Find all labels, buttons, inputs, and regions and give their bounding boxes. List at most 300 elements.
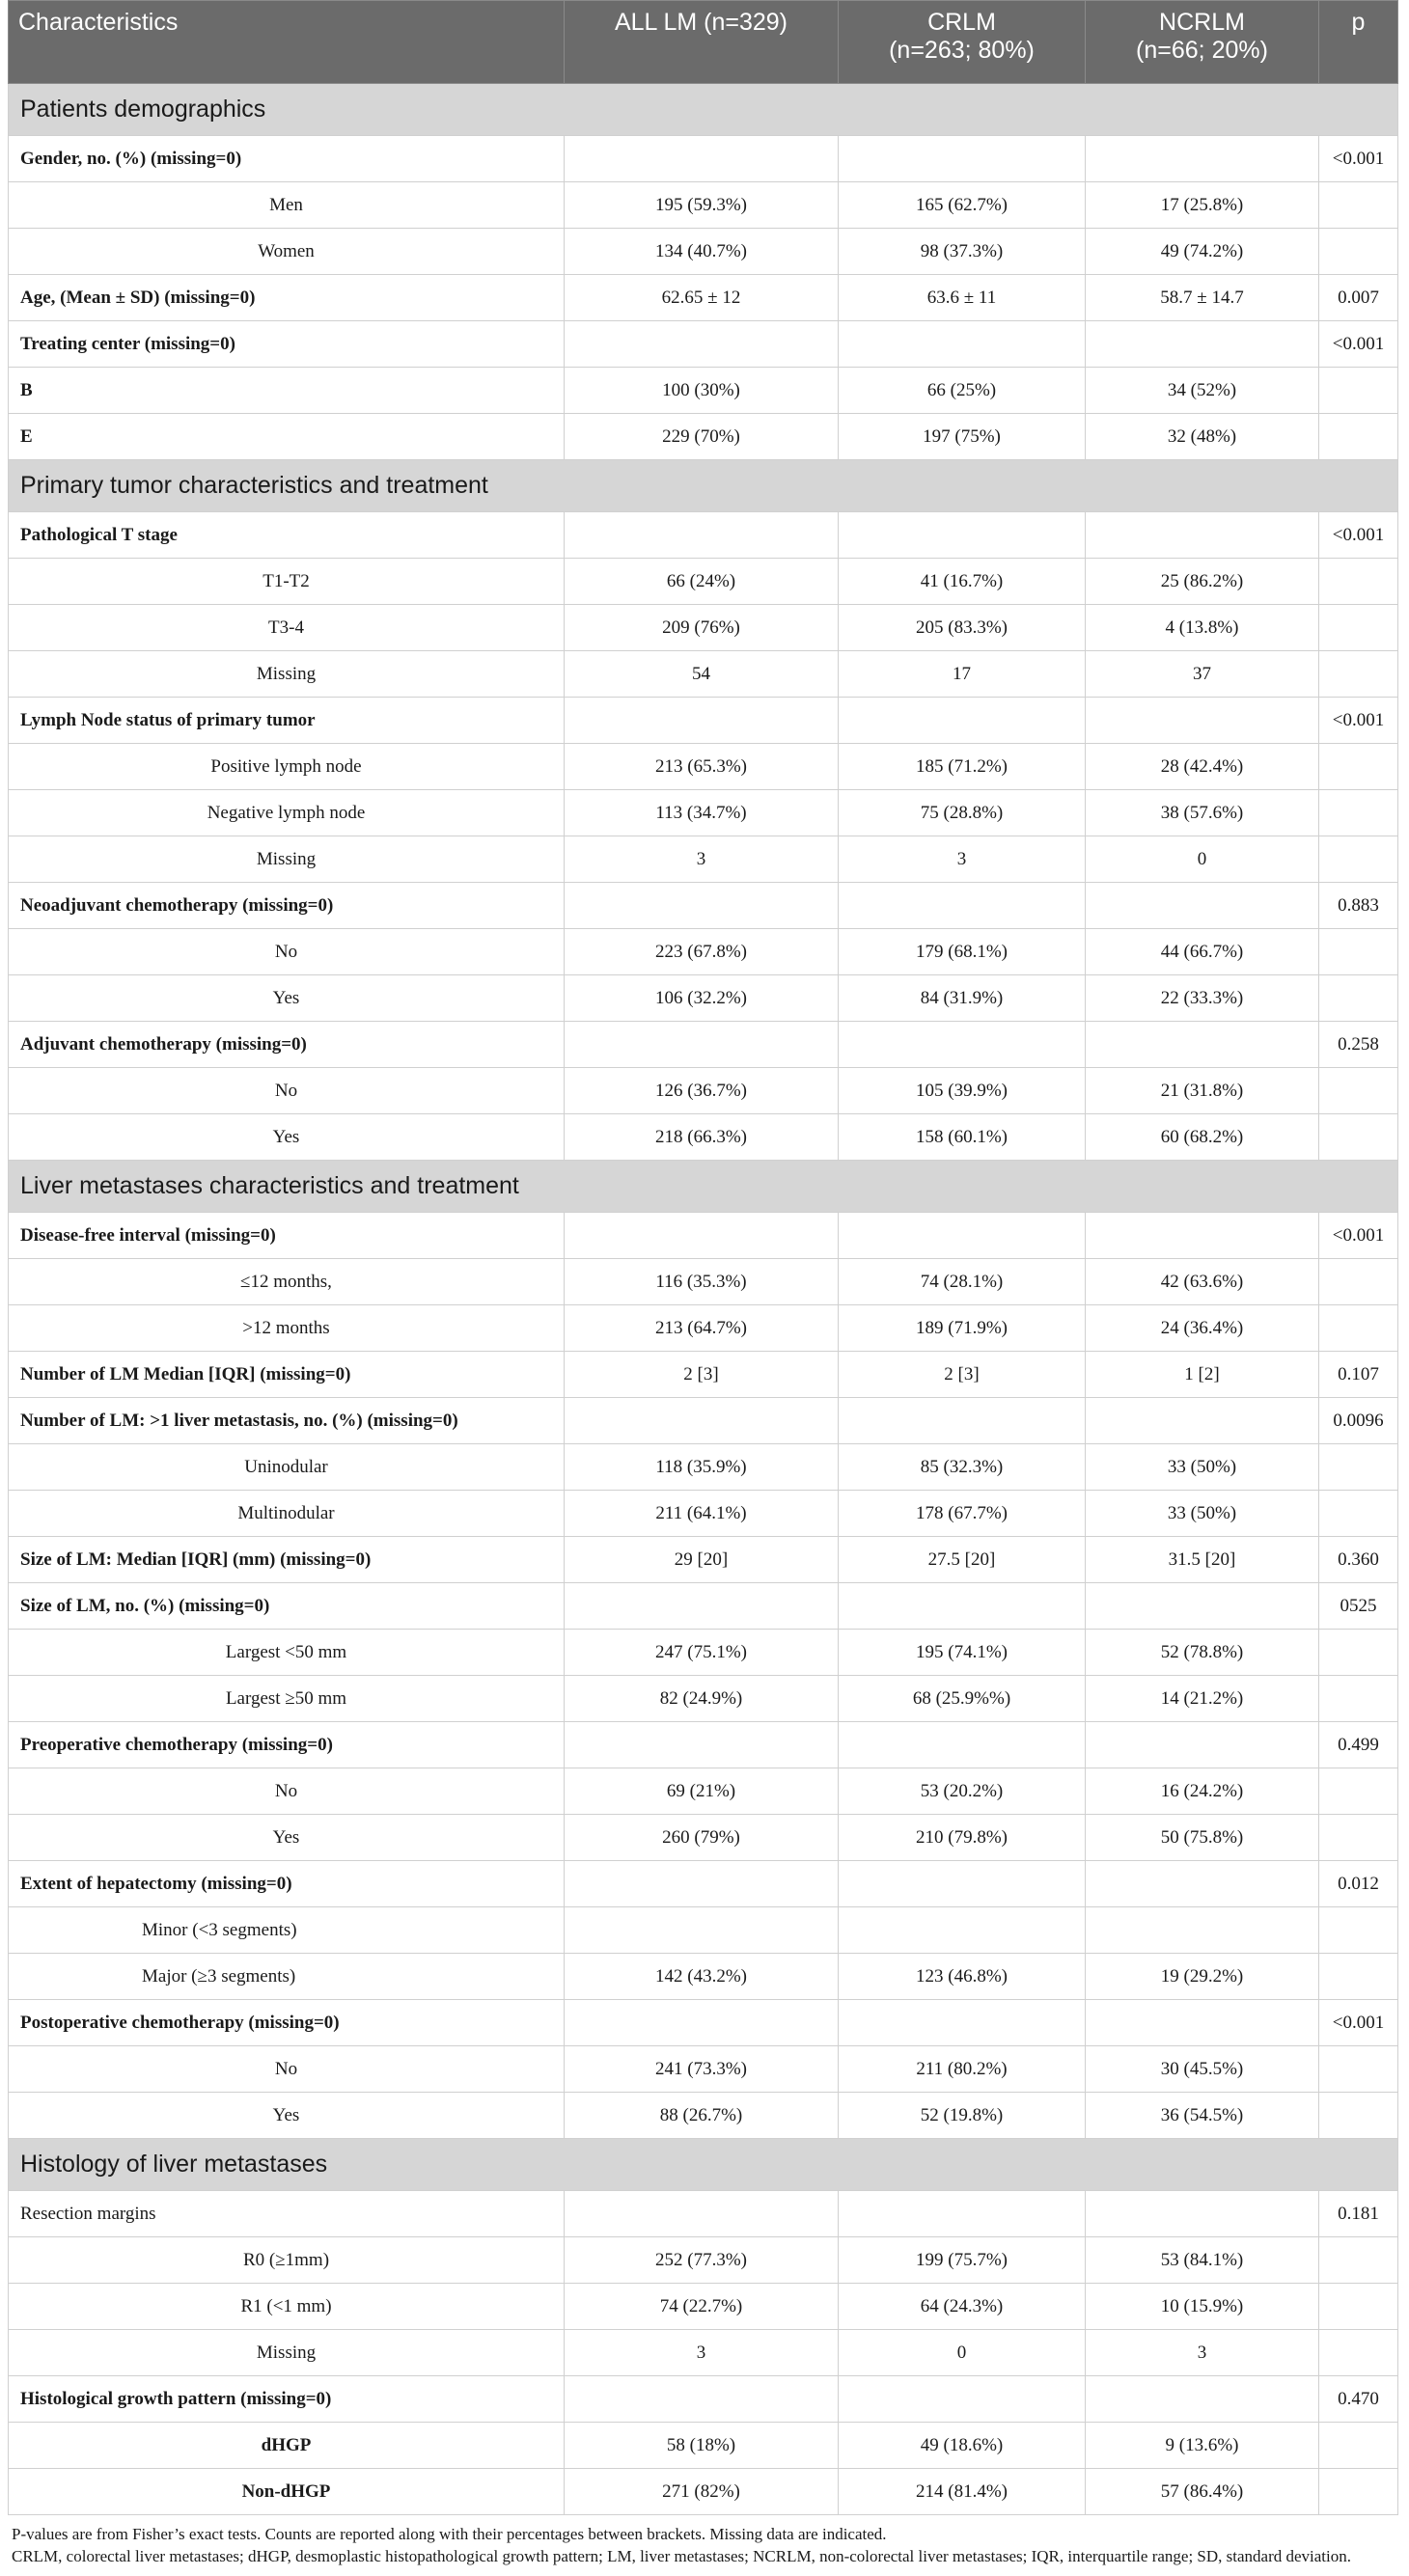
cell-crlm xyxy=(839,1583,1086,1630)
cell-p-value xyxy=(1319,744,1398,790)
row-label: Negative lymph node xyxy=(9,790,565,836)
cell-p-value xyxy=(1319,1068,1398,1114)
table-row xyxy=(9,321,1398,368)
cell-p-value xyxy=(1319,1444,1398,1491)
row-label: Yes xyxy=(9,1114,565,1161)
cell-all-lm: 247 (75.1%) xyxy=(565,1630,839,1676)
cell-crlm: 210 (79.8%) xyxy=(839,1815,1086,1861)
table-row xyxy=(9,1768,1398,1815)
table-row xyxy=(9,605,1398,651)
cell-crlm: 85 (32.3%) xyxy=(839,1444,1086,1491)
cell-p-value xyxy=(1319,605,1398,651)
cell-p-value xyxy=(1319,559,1398,605)
cell-p-value xyxy=(1319,2423,1398,2469)
table-row xyxy=(9,1676,1398,1722)
cell-p-value xyxy=(1319,929,1398,975)
table-row xyxy=(9,2046,1398,2093)
row-label: Yes xyxy=(9,2093,565,2139)
cell-crlm xyxy=(839,883,1086,929)
cell-all-lm: 106 (32.2%) xyxy=(565,975,839,1022)
cell-crlm xyxy=(839,698,1086,744)
row-label: Women xyxy=(9,229,565,275)
cell-crlm xyxy=(839,1213,1086,1259)
cell-crlm: 158 (60.1%) xyxy=(839,1114,1086,1161)
cell-ncrlm xyxy=(1086,1583,1319,1630)
cell-p-value xyxy=(1319,975,1398,1022)
cell-ncrlm: 3 xyxy=(1086,2330,1319,2376)
cell-all-lm: 252 (77.3%) xyxy=(565,2237,839,2284)
table-row xyxy=(9,368,1398,414)
cell-ncrlm: 22 (33.3%) xyxy=(1086,975,1319,1022)
cell-all-lm xyxy=(565,1722,839,1768)
row-label: Positive lymph node xyxy=(9,744,565,790)
table-row xyxy=(9,2423,1398,2469)
section-row xyxy=(9,460,1398,512)
table-row xyxy=(9,1630,1398,1676)
cell-all-lm: 142 (43.2%) xyxy=(565,1954,839,2000)
table-row xyxy=(9,2237,1398,2284)
cell-crlm: 27.5 [20] xyxy=(839,1537,1086,1583)
cell-p-value: 0.258 xyxy=(1319,1022,1398,1068)
table-row xyxy=(9,1907,1398,1954)
cell-crlm: 17 xyxy=(839,651,1086,698)
cell-all-lm xyxy=(565,1907,839,1954)
cell-crlm xyxy=(839,1022,1086,1068)
cell-all-lm: 62.65 ± 12 xyxy=(565,275,839,321)
row-label: Resection margins xyxy=(9,2191,565,2237)
cell-ncrlm: 9 (13.6%) xyxy=(1086,2423,1319,2469)
table-row xyxy=(9,2376,1398,2423)
row-label: Multinodular xyxy=(9,1491,565,1537)
cell-ncrlm: 57 (86.4%) xyxy=(1086,2469,1319,2515)
cell-crlm: 64 (24.3%) xyxy=(839,2284,1086,2330)
table-row xyxy=(9,512,1398,559)
cell-all-lm: 195 (59.3%) xyxy=(565,182,839,229)
table-row xyxy=(9,744,1398,790)
row-label: Uninodular xyxy=(9,1444,565,1491)
cell-crlm: 0 xyxy=(839,2330,1086,2376)
cell-ncrlm: 32 (48%) xyxy=(1086,414,1319,460)
row-label: Histological growth pattern (missing=0) xyxy=(9,2376,565,2423)
cell-all-lm: 3 xyxy=(565,2330,839,2376)
footnote-abbreviations: CRLM, colorectal liver metastases; dHGP, desmoplastic histopathological growth pattern; LM, liver metastases; NCRLM, non-colorectal liver metastases; IQR, interquartile range; SD, standard deviation. xyxy=(12,2547,1352,2565)
table-row xyxy=(9,883,1398,929)
header-characteristics: Characteristics xyxy=(9,1,565,84)
cell-ncrlm: 31.5 [20] xyxy=(1086,1537,1319,1583)
cell-ncrlm xyxy=(1086,2000,1319,2046)
table-row xyxy=(9,790,1398,836)
table-row xyxy=(9,1861,1398,1907)
row-label: Major (≥3 segments) xyxy=(9,1954,565,2000)
cell-ncrlm xyxy=(1086,321,1319,368)
table-row xyxy=(9,2284,1398,2330)
cell-all-lm: 3 xyxy=(565,836,839,883)
row-label: Lymph Node status of primary tumor xyxy=(9,698,565,744)
table-row xyxy=(9,2330,1398,2376)
table-row xyxy=(9,698,1398,744)
cell-ncrlm: 17 (25.8%) xyxy=(1086,182,1319,229)
table-row xyxy=(9,1491,1398,1537)
row-label: Size of LM, no. (%) (missing=0) xyxy=(9,1583,565,1630)
row-label: Adjuvant chemotherapy (missing=0) xyxy=(9,1022,565,1068)
cell-p-value xyxy=(1319,1676,1398,1722)
cell-ncrlm: 24 (36.4%) xyxy=(1086,1305,1319,1352)
cell-crlm: 205 (83.3%) xyxy=(839,605,1086,651)
cell-all-lm: 118 (35.9%) xyxy=(565,1444,839,1491)
cell-crlm: 185 (71.2%) xyxy=(839,744,1086,790)
cell-all-lm: 100 (30%) xyxy=(565,368,839,414)
characteristics-table xyxy=(8,0,1398,2515)
cell-p-value: 0.107 xyxy=(1319,1352,1398,1398)
cell-ncrlm: 58.7 ± 14.7 xyxy=(1086,275,1319,321)
cell-ncrlm xyxy=(1086,1722,1319,1768)
cell-ncrlm: 33 (50%) xyxy=(1086,1491,1319,1537)
cell-ncrlm xyxy=(1086,136,1319,182)
cell-crlm: 179 (68.1%) xyxy=(839,929,1086,975)
cell-crlm: 211 (80.2%) xyxy=(839,2046,1086,2093)
cell-ncrlm: 33 (50%) xyxy=(1086,1444,1319,1491)
cell-p-value xyxy=(1319,1114,1398,1161)
table-row xyxy=(9,275,1398,321)
cell-crlm: 84 (31.9%) xyxy=(839,975,1086,1022)
cell-ncrlm: 38 (57.6%) xyxy=(1086,790,1319,836)
row-label: Size of LM: Median [IQR] (mm) (missing=0) xyxy=(9,1537,565,1583)
cell-p-value xyxy=(1319,2284,1398,2330)
table-row xyxy=(9,1954,1398,2000)
cell-all-lm: 66 (24%) xyxy=(565,559,839,605)
row-label: B xyxy=(9,368,565,414)
section-label: Primary tumor characteristics and treatment xyxy=(9,460,1398,512)
cell-all-lm: 211 (64.1%) xyxy=(565,1491,839,1537)
cell-all-lm xyxy=(565,1583,839,1630)
cell-all-lm: 134 (40.7%) xyxy=(565,229,839,275)
row-label: Number of LM Median [IQR] (missing=0) xyxy=(9,1352,565,1398)
cell-crlm: 3 xyxy=(839,836,1086,883)
cell-crlm: 53 (20.2%) xyxy=(839,1768,1086,1815)
row-label: Non-dHGP xyxy=(9,2469,565,2515)
cell-crlm: 105 (39.9%) xyxy=(839,1068,1086,1114)
cell-p-value xyxy=(1319,790,1398,836)
cell-all-lm xyxy=(565,136,839,182)
table-row xyxy=(9,136,1398,182)
cell-ncrlm: 50 (75.8%) xyxy=(1086,1815,1319,1861)
cell-p-value xyxy=(1319,1259,1398,1305)
cell-ncrlm xyxy=(1086,2376,1319,2423)
row-label: Missing xyxy=(9,2330,565,2376)
table-row xyxy=(9,2191,1398,2237)
table-row xyxy=(9,414,1398,460)
cell-ncrlm: 36 (54.5%) xyxy=(1086,2093,1319,2139)
cell-all-lm: 229 (70%) xyxy=(565,414,839,460)
row-label: No xyxy=(9,2046,565,2093)
cell-p-value: 0.470 xyxy=(1319,2376,1398,2423)
cell-all-lm: 113 (34.7%) xyxy=(565,790,839,836)
cell-all-lm: 116 (35.3%) xyxy=(565,1259,839,1305)
table-row xyxy=(9,836,1398,883)
cell-ncrlm xyxy=(1086,698,1319,744)
cell-ncrlm: 52 (78.8%) xyxy=(1086,1630,1319,1676)
cell-crlm xyxy=(839,2376,1086,2423)
cell-ncrlm: 44 (66.7%) xyxy=(1086,929,1319,975)
table-row xyxy=(9,1305,1398,1352)
row-label: Missing xyxy=(9,651,565,698)
cell-all-lm xyxy=(565,512,839,559)
row-label: T1-T2 xyxy=(9,559,565,605)
cell-ncrlm xyxy=(1086,1213,1319,1259)
cell-ncrlm: 37 xyxy=(1086,651,1319,698)
cell-p-value xyxy=(1319,2330,1398,2376)
cell-p-value xyxy=(1319,2046,1398,2093)
cell-p-value xyxy=(1319,229,1398,275)
cell-p-value xyxy=(1319,1768,1398,1815)
table-row xyxy=(9,929,1398,975)
table-row xyxy=(9,1022,1398,1068)
row-label: Largest ≥50 mm xyxy=(9,1676,565,1722)
cell-crlm: 75 (28.8%) xyxy=(839,790,1086,836)
cell-crlm: 199 (75.7%) xyxy=(839,2237,1086,2284)
cell-crlm xyxy=(839,1861,1086,1907)
row-label: Men xyxy=(9,182,565,229)
cell-all-lm: 82 (24.9%) xyxy=(565,1676,839,1722)
row-label: Disease-free interval (missing=0) xyxy=(9,1213,565,1259)
cell-p-value xyxy=(1319,2469,1398,2515)
table-row xyxy=(9,182,1398,229)
section-label: Patients demographics xyxy=(9,84,1398,136)
row-label: E xyxy=(9,414,565,460)
cell-p-value: <0.001 xyxy=(1319,1213,1398,1259)
cell-crlm xyxy=(839,1907,1086,1954)
row-label: ≤12 months, xyxy=(9,1259,565,1305)
cell-crlm: 2 [3] xyxy=(839,1352,1086,1398)
cell-all-lm xyxy=(565,1213,839,1259)
cell-all-lm: 88 (26.7%) xyxy=(565,2093,839,2139)
cell-p-value: 0.883 xyxy=(1319,883,1398,929)
cell-p-value: 0.0096 xyxy=(1319,1398,1398,1444)
cell-all-lm: 213 (64.7%) xyxy=(565,1305,839,1352)
cell-p-value xyxy=(1319,1815,1398,1861)
cell-p-value xyxy=(1319,1907,1398,1954)
cell-crlm: 195 (74.1%) xyxy=(839,1630,1086,1676)
cell-all-lm: 29 [20] xyxy=(565,1537,839,1583)
cell-ncrlm: 25 (86.2%) xyxy=(1086,559,1319,605)
cell-ncrlm: 53 (84.1%) xyxy=(1086,2237,1319,2284)
cell-ncrlm: 0 xyxy=(1086,836,1319,883)
cell-crlm: 178 (67.7%) xyxy=(839,1491,1086,1537)
cell-p-value xyxy=(1319,1491,1398,1537)
cell-all-lm: 218 (66.3%) xyxy=(565,1114,839,1161)
table-row xyxy=(9,1537,1398,1583)
row-label: No xyxy=(9,1768,565,1815)
cell-p-value: <0.001 xyxy=(1319,2000,1398,2046)
cell-all-lm xyxy=(565,1022,839,1068)
cell-p-value xyxy=(1319,1630,1398,1676)
cell-p-value xyxy=(1319,414,1398,460)
cell-p-value: <0.001 xyxy=(1319,698,1398,744)
cell-crlm xyxy=(839,136,1086,182)
cell-ncrlm: 1 [2] xyxy=(1086,1352,1319,1398)
cell-crlm xyxy=(839,2000,1086,2046)
cell-p-value: 0525 xyxy=(1319,1583,1398,1630)
table-row xyxy=(9,1398,1398,1444)
header-ncrlm: NCRLM (n=66; 20%) xyxy=(1086,1,1319,84)
cell-all-lm: 54 xyxy=(565,651,839,698)
table-row xyxy=(9,651,1398,698)
cell-ncrlm: 30 (45.5%) xyxy=(1086,2046,1319,2093)
row-label: No xyxy=(9,929,565,975)
cell-all-lm xyxy=(565,2191,839,2237)
cell-p-value: 0.499 xyxy=(1319,1722,1398,1768)
row-label: Treating center (missing=0) xyxy=(9,321,565,368)
section-row xyxy=(9,1161,1398,1213)
header-p-value: p xyxy=(1319,1,1398,84)
row-label: Largest <50 mm xyxy=(9,1630,565,1676)
cell-ncrlm: 21 (31.8%) xyxy=(1086,1068,1319,1114)
cell-crlm: 74 (28.1%) xyxy=(839,1259,1086,1305)
cell-ncrlm xyxy=(1086,883,1319,929)
cell-p-value xyxy=(1319,1954,1398,2000)
cell-crlm xyxy=(839,321,1086,368)
cell-ncrlm: 16 (24.2%) xyxy=(1086,1768,1319,1815)
table-row xyxy=(9,559,1398,605)
cell-p-value xyxy=(1319,182,1398,229)
row-label: No xyxy=(9,1068,565,1114)
cell-ncrlm: 10 (15.9%) xyxy=(1086,2284,1319,2330)
cell-all-lm: 69 (21%) xyxy=(565,1768,839,1815)
cell-p-value xyxy=(1319,651,1398,698)
table-container xyxy=(8,0,1401,2567)
cell-crlm xyxy=(839,2191,1086,2237)
cell-crlm: 189 (71.9%) xyxy=(839,1305,1086,1352)
table-row xyxy=(9,1722,1398,1768)
table-row xyxy=(9,975,1398,1022)
table-footnotes xyxy=(8,2523,1401,2567)
table-row xyxy=(9,1815,1398,1861)
cell-crlm: 165 (62.7%) xyxy=(839,182,1086,229)
cell-all-lm xyxy=(565,698,839,744)
cell-crlm xyxy=(839,1398,1086,1444)
cell-crlm: 41 (16.7%) xyxy=(839,559,1086,605)
cell-p-value: 0.181 xyxy=(1319,2191,1398,2237)
cell-p-value xyxy=(1319,2237,1398,2284)
table-row xyxy=(9,2469,1398,2515)
cell-p-value xyxy=(1319,1305,1398,1352)
row-label: Yes xyxy=(9,975,565,1022)
table-row xyxy=(9,1259,1398,1305)
cell-crlm: 123 (46.8%) xyxy=(839,1954,1086,2000)
cell-p-value: 0.012 xyxy=(1319,1861,1398,1907)
section-row xyxy=(9,84,1398,136)
table-row xyxy=(9,1114,1398,1161)
cell-all-lm: 260 (79%) xyxy=(565,1815,839,1861)
cell-crlm xyxy=(839,1722,1086,1768)
cell-crlm: 52 (19.8%) xyxy=(839,2093,1086,2139)
cell-all-lm: 209 (76%) xyxy=(565,605,839,651)
cell-p-value xyxy=(1319,2093,1398,2139)
cell-crlm: 197 (75%) xyxy=(839,414,1086,460)
cell-crlm: 49 (18.6%) xyxy=(839,2423,1086,2469)
cell-crlm xyxy=(839,512,1086,559)
cell-all-lm: 223 (67.8%) xyxy=(565,929,839,975)
cell-all-lm: 2 [3] xyxy=(565,1352,839,1398)
cell-ncrlm: 42 (63.6%) xyxy=(1086,1259,1319,1305)
cell-ncrlm xyxy=(1086,1861,1319,1907)
table-header xyxy=(9,1,1398,84)
row-label: T3-4 xyxy=(9,605,565,651)
header-crlm: CRLM (n=263; 80%) xyxy=(839,1,1086,84)
cell-crlm: 98 (37.3%) xyxy=(839,229,1086,275)
header-row xyxy=(9,1,1398,84)
cell-p-value xyxy=(1319,836,1398,883)
row-label: Postoperative chemotherapy (missing=0) xyxy=(9,2000,565,2046)
cell-p-value: 0.360 xyxy=(1319,1537,1398,1583)
cell-all-lm xyxy=(565,883,839,929)
cell-p-value: <0.001 xyxy=(1319,321,1398,368)
cell-ncrlm xyxy=(1086,1907,1319,1954)
row-label: Neoadjuvant chemotherapy (missing=0) xyxy=(9,883,565,929)
row-label: Pathological T stage xyxy=(9,512,565,559)
row-label: >12 months xyxy=(9,1305,565,1352)
row-label: R1 (<1 mm) xyxy=(9,2284,565,2330)
cell-crlm: 63.6 ± 11 xyxy=(839,275,1086,321)
table-row xyxy=(9,2093,1398,2139)
table-row xyxy=(9,2000,1398,2046)
cell-p-value: <0.001 xyxy=(1319,512,1398,559)
table-row xyxy=(9,1068,1398,1114)
cell-ncrlm: 14 (21.2%) xyxy=(1086,1676,1319,1722)
footnote-p-values: P-values are from Fisher’s exact tests. Counts are reported along with their percentages between brackets. Missing data are indicated. xyxy=(12,2525,887,2543)
row-label: Extent of hepatectomy (missing=0) xyxy=(9,1861,565,1907)
header-all-lm: ALL LM (n=329) xyxy=(565,1,839,84)
cell-ncrlm xyxy=(1086,2191,1319,2237)
cell-ncrlm: 34 (52%) xyxy=(1086,368,1319,414)
cell-ncrlm: 60 (68.2%) xyxy=(1086,1114,1319,1161)
cell-all-lm: 74 (22.7%) xyxy=(565,2284,839,2330)
table-row xyxy=(9,1444,1398,1491)
cell-crlm: 66 (25%) xyxy=(839,368,1086,414)
cell-all-lm: 241 (73.3%) xyxy=(565,2046,839,2093)
cell-ncrlm xyxy=(1086,1398,1319,1444)
row-label: Age, (Mean ± SD) (missing=0) xyxy=(9,275,565,321)
cell-ncrlm: 4 (13.8%) xyxy=(1086,605,1319,651)
row-label: Number of LM: >1 liver metastasis, no. (%) (missing=0) xyxy=(9,1398,565,1444)
cell-p-value xyxy=(1319,368,1398,414)
cell-all-lm: 213 (65.3%) xyxy=(565,744,839,790)
cell-ncrlm: 19 (29.2%) xyxy=(1086,1954,1319,2000)
cell-all-lm xyxy=(565,2376,839,2423)
table-row xyxy=(9,1352,1398,1398)
section-label: Histology of liver metastases xyxy=(9,2139,1398,2191)
table-row xyxy=(9,1213,1398,1259)
cell-ncrlm xyxy=(1086,1022,1319,1068)
row-label: dHGP xyxy=(9,2423,565,2469)
cell-ncrlm: 28 (42.4%) xyxy=(1086,744,1319,790)
section-row xyxy=(9,2139,1398,2191)
table-body xyxy=(9,84,1398,2515)
cell-p-value: <0.001 xyxy=(1319,136,1398,182)
row-label: Missing xyxy=(9,836,565,883)
cell-crlm: 214 (81.4%) xyxy=(839,2469,1086,2515)
section-label: Liver metastases characteristics and treatment xyxy=(9,1161,1398,1213)
cell-p-value: 0.007 xyxy=(1319,275,1398,321)
row-label: Preoperative chemotherapy (missing=0) xyxy=(9,1722,565,1768)
cell-all-lm: 58 (18%) xyxy=(565,2423,839,2469)
cell-all-lm: 271 (82%) xyxy=(565,2469,839,2515)
cell-all-lm xyxy=(565,2000,839,2046)
table-row xyxy=(9,229,1398,275)
cell-all-lm xyxy=(565,321,839,368)
cell-all-lm xyxy=(565,1398,839,1444)
row-label: Gender, no. (%) (missing=0) xyxy=(9,136,565,182)
